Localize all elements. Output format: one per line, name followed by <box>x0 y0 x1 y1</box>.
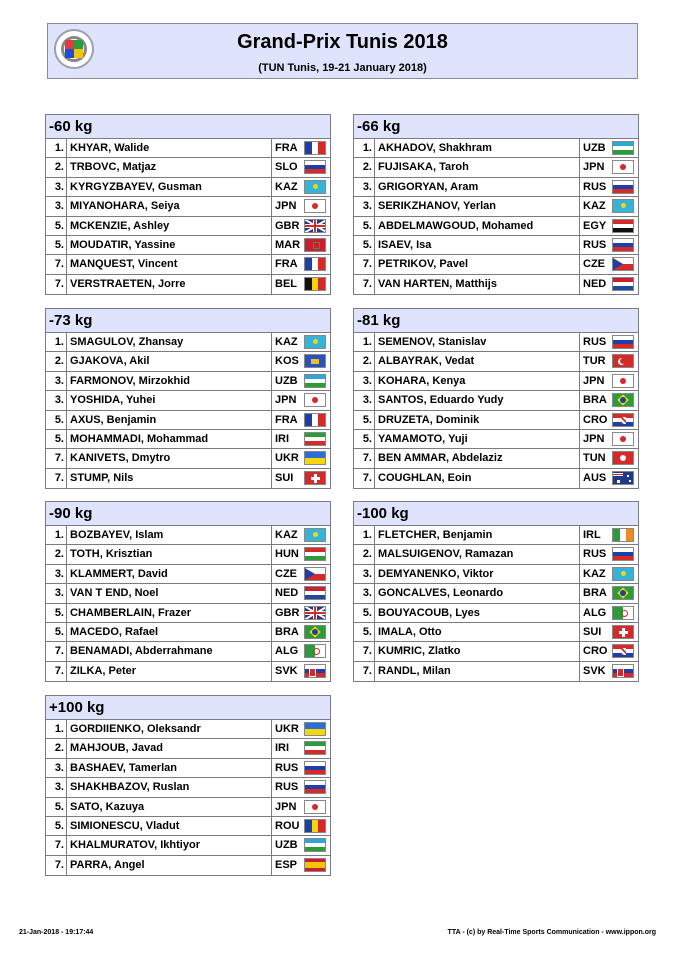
nation-code: FRA <box>275 142 298 154</box>
result-row <box>46 739 330 758</box>
flag-icon <box>304 547 326 561</box>
athlete-name: GORDIIENKO, Oleksandr <box>67 720 272 738</box>
athlete-name: SMAGULOV, Zhansay <box>67 333 272 351</box>
flag-icon <box>304 160 326 174</box>
rank: 7. <box>46 642 67 660</box>
nation-code: NED <box>583 277 607 290</box>
nation-code: RUS <box>275 761 299 774</box>
athlete-name: AKHADOV, Shakhram <box>375 139 580 157</box>
athlete-name: TRBOVC, Matjaz <box>67 158 272 176</box>
result-row <box>354 526 638 545</box>
rank: 3. <box>46 178 67 196</box>
flag-icon <box>304 858 326 872</box>
rank: 2. <box>46 739 67 757</box>
result-row <box>354 565 638 584</box>
weight-category-header: -73 kg <box>46 309 330 333</box>
result-row <box>46 584 330 603</box>
result-row <box>354 217 638 236</box>
nation-code: FRA <box>275 258 298 271</box>
athlete-name: GONCALVES, Leonardo <box>375 584 580 602</box>
athlete-name: PARRA, Angel <box>67 856 272 875</box>
result-row <box>354 352 638 371</box>
result-row <box>354 430 638 449</box>
result-row <box>46 372 330 391</box>
athlete-name: YAMAMOTO, Yuji <box>375 430 580 448</box>
rank: 2. <box>354 158 375 176</box>
nation-code: AUS <box>583 471 607 484</box>
athlete-name: KANIVETS, Dmytro <box>67 449 272 467</box>
nation-code: TUR <box>583 355 606 368</box>
flag-icon <box>304 432 326 446</box>
athlete-name: AXUS, Benjamin <box>67 411 272 429</box>
athlete-name: SANTOS, Eduardo Yudy <box>375 391 580 409</box>
flag-icon <box>612 413 634 427</box>
athlete-name: SEMENOV, Stanislav <box>375 333 580 351</box>
nation-code: CZE <box>583 258 605 271</box>
weight-category-header: -66 kg <box>354 115 638 139</box>
flag-icon <box>304 180 326 194</box>
nation-code: KAZ <box>275 180 298 193</box>
flag-icon <box>304 761 326 775</box>
rank: 1. <box>46 333 67 351</box>
nation-code: KAZ <box>275 336 298 348</box>
nation-code: RUS <box>583 180 607 193</box>
page-title: Grand-Prix Tunis 2018 <box>237 31 448 53</box>
nation-code: JPN <box>583 432 605 445</box>
nation-code: IRL <box>583 529 601 541</box>
weight-category-table <box>45 114 331 295</box>
flag-icon <box>304 471 326 485</box>
result-row <box>46 430 330 449</box>
athlete-name: MOUDATIR, Yassine <box>67 236 272 254</box>
nation-code: JPN <box>275 394 297 407</box>
athlete-name: KUMRIC, Zlatko <box>375 642 580 660</box>
weight-category-table <box>353 114 639 295</box>
result-row <box>354 604 638 623</box>
flag-icon <box>612 471 634 485</box>
result-row <box>354 372 638 391</box>
result-row <box>46 662 330 681</box>
rank: 7. <box>46 662 67 681</box>
nation-code: SUI <box>583 625 602 638</box>
rank: 5. <box>354 217 375 235</box>
nation-code: KAZ <box>583 567 606 580</box>
athlete-name: IMALA, Otto <box>375 623 580 641</box>
flag-icon <box>304 393 326 407</box>
rank: 7. <box>354 255 375 273</box>
nation-code: KAZ <box>275 529 298 541</box>
rank: 2. <box>354 545 375 563</box>
nation-code: ESP <box>275 858 298 871</box>
weight-category-table <box>353 501 639 682</box>
nation-code: BRA <box>583 394 607 407</box>
athlete-name: STUMP, Nils <box>67 469 272 488</box>
athlete-name: KYRGYZBAYEV, Gusman <box>67 178 272 196</box>
nation-code: KOS <box>275 355 299 368</box>
rank: 5. <box>354 604 375 622</box>
nation-code: SVK <box>275 664 298 677</box>
athlete-name: COUGHLAN, Eoin <box>375 469 580 488</box>
nation-code: BRA <box>583 587 607 600</box>
flag-icon <box>304 199 326 213</box>
athlete-name: BEN AMMAR, Abdelaziz <box>375 449 580 467</box>
flag-icon <box>612 393 634 407</box>
result-row <box>46 236 330 255</box>
result-row <box>46 275 330 294</box>
rank: 3. <box>46 778 67 796</box>
footer-timestamp: 21-Jan-2018 - 19:17:44 <box>19 929 94 936</box>
nation-code: JPN <box>583 161 605 174</box>
result-row <box>46 565 330 584</box>
result-row <box>354 139 638 158</box>
athlete-name: BOZBAYEV, Islam <box>67 526 272 544</box>
nation-code: GBR <box>275 219 300 232</box>
nation-code: RUS <box>583 336 607 348</box>
flag-icon <box>612 277 634 291</box>
result-row <box>46 759 330 778</box>
result-row <box>354 333 638 352</box>
rank: 3. <box>46 759 67 777</box>
result-row <box>46 545 330 564</box>
weight-category-table <box>45 308 331 489</box>
rank: 3. <box>354 565 375 583</box>
athlete-name: SIMIONESCU, Vladut <box>67 817 272 835</box>
athlete-name: ISAEV, Isa <box>375 236 580 254</box>
athlete-name: FLETCHER, Benjamin <box>375 526 580 544</box>
nation-code: JPN <box>275 800 297 813</box>
result-row <box>354 275 638 294</box>
nation-code: EGY <box>583 219 607 232</box>
athlete-name: MACEDO, Rafael <box>67 623 272 641</box>
result-row <box>354 158 638 177</box>
nation-code: IRI <box>275 432 290 445</box>
nation-code: UKR <box>275 452 299 465</box>
flag-icon <box>304 354 326 368</box>
footer-credit: TTA - (c) by Real-Time Sports Communication - www.ippon.org <box>447 929 656 936</box>
weight-category-table <box>45 501 331 682</box>
athlete-name: MOHAMMADI, Mohammad <box>67 430 272 448</box>
flag-icon <box>612 354 634 368</box>
flag-icon <box>612 528 634 542</box>
nation-code: IRI <box>275 742 290 755</box>
athlete-name: KHALMURATOV, Ikhtiyor <box>67 836 272 854</box>
flag-icon <box>304 257 326 271</box>
result-row <box>354 411 638 430</box>
athlete-name: BENAMADI, Abderrahmane <box>67 642 272 660</box>
nation-code: UZB <box>275 839 298 852</box>
result-row <box>46 178 330 197</box>
result-row <box>354 469 638 488</box>
athlete-name: GJAKOVA, Akil <box>67 352 272 370</box>
result-row <box>354 584 638 603</box>
athlete-name: FUJISAKA, Taroh <box>375 158 580 176</box>
rank: 1. <box>46 720 67 738</box>
result-row <box>354 197 638 216</box>
result-row <box>46 836 330 855</box>
athlete-name: VERSTRAETEN, Jorre <box>67 275 272 294</box>
weight-category-header: -60 kg <box>46 115 330 139</box>
flag-icon <box>612 160 634 174</box>
rank: 5. <box>354 430 375 448</box>
flag-icon <box>612 199 634 213</box>
nation-code: CZE <box>275 567 297 580</box>
rank: 1. <box>354 333 375 351</box>
athlete-name: DEMYANENKO, Viktor <box>375 565 580 583</box>
flag-icon <box>304 644 326 658</box>
weight-category-table <box>45 695 331 876</box>
result-row <box>46 139 330 158</box>
rank: 3. <box>354 197 375 215</box>
nation-code: FRA <box>275 413 298 426</box>
result-row <box>354 391 638 410</box>
result-row <box>46 391 330 410</box>
nation-code: RUS <box>583 548 607 561</box>
page-subtitle: (TUN Tunis, 19-21 January 2018) <box>258 62 427 74</box>
nation-code: CRO <box>583 645 608 658</box>
rank: 7. <box>46 449 67 467</box>
athlete-name: BASHAEV, Tamerlan <box>67 759 272 777</box>
flag-icon <box>612 451 634 465</box>
result-row <box>46 449 330 468</box>
nation-code: JPN <box>583 374 605 387</box>
flag-icon <box>304 625 326 639</box>
rank: 7. <box>354 662 375 681</box>
weight-category-header: -90 kg <box>46 502 330 526</box>
flag-icon <box>304 586 326 600</box>
result-row <box>46 217 330 236</box>
result-row <box>354 623 638 642</box>
nation-code: MAR <box>275 238 301 251</box>
nation-code: BRA <box>275 625 299 638</box>
nation-code: SVK <box>583 664 606 677</box>
flag-icon <box>612 257 634 271</box>
rank: 7. <box>46 856 67 875</box>
rank: 1. <box>46 526 67 544</box>
rank: 3. <box>46 584 67 602</box>
flag-icon <box>612 374 634 388</box>
nation-code: KAZ <box>583 200 606 213</box>
rank: 3. <box>46 391 67 409</box>
rank: 5. <box>46 798 67 816</box>
rank: 5. <box>46 623 67 641</box>
header <box>47 23 638 79</box>
result-row <box>46 352 330 371</box>
result-row <box>46 411 330 430</box>
result-row <box>46 798 330 817</box>
flag-icon <box>612 606 634 620</box>
result-row <box>46 856 330 875</box>
result-row <box>354 178 638 197</box>
athlete-name: FARMONOV, Mirzokhid <box>67 372 272 390</box>
flag-icon <box>304 141 326 155</box>
rank: 7. <box>46 836 67 854</box>
weight-category-header: +100 kg <box>46 696 330 720</box>
result-row <box>46 469 330 488</box>
weight-category-header: -100 kg <box>354 502 638 526</box>
nation-code: CRO <box>583 413 608 426</box>
athlete-name: ABDELMAWGOUD, Mohamed <box>375 217 580 235</box>
flag-icon <box>304 374 326 388</box>
rank: 5. <box>46 411 67 429</box>
result-row <box>354 662 638 681</box>
result-row <box>46 604 330 623</box>
rank: 1. <box>354 139 375 157</box>
nation-code: JPN <box>275 200 297 213</box>
result-row <box>354 255 638 274</box>
flag-icon <box>304 277 326 291</box>
result-row <box>354 545 638 564</box>
nation-code: ALG <box>275 645 299 658</box>
athlete-name: DRUZETA, Dominik <box>375 411 580 429</box>
flag-icon <box>304 780 326 794</box>
rank: 3. <box>46 372 67 390</box>
flag-icon <box>304 800 326 814</box>
nation-code: SLO <box>275 161 298 174</box>
rank: 7. <box>46 255 67 273</box>
flag-icon <box>612 567 634 581</box>
rank: 5. <box>46 236 67 254</box>
flag-icon <box>612 335 634 349</box>
result-row <box>46 623 330 642</box>
rank: 1. <box>354 526 375 544</box>
flag-icon <box>304 664 326 678</box>
flag-icon <box>304 567 326 581</box>
athlete-name: GRIGORYAN, Aram <box>375 178 580 196</box>
athlete-name: BOUYACOUB, Lyes <box>375 604 580 622</box>
rank: 2. <box>46 545 67 563</box>
rank: 3. <box>354 584 375 602</box>
athlete-name: RANDL, Milan <box>375 662 580 681</box>
rank: 5. <box>46 604 67 622</box>
athlete-name: PETRIKOV, Pavel <box>375 255 580 273</box>
weight-category-header: -81 kg <box>354 309 638 333</box>
rank: 7. <box>354 642 375 660</box>
nation-code: GBR <box>275 606 300 619</box>
athlete-name: MANQUEST, Vincent <box>67 255 272 273</box>
nation-code: UKR <box>275 723 299 735</box>
flag-icon <box>612 547 634 561</box>
athlete-name: SERIKZHANOV, Yerlan <box>375 197 580 215</box>
athlete-name: KHYAR, Walide <box>67 139 272 157</box>
rank: 5. <box>354 236 375 254</box>
flag-icon <box>304 413 326 427</box>
flag-icon <box>304 219 326 233</box>
flag-icon <box>612 644 634 658</box>
flag-icon <box>304 838 326 852</box>
rank: 3. <box>354 372 375 390</box>
athlete-name: KLAMMERT, David <box>67 565 272 583</box>
flag-icon <box>304 722 326 736</box>
rank: 2. <box>46 158 67 176</box>
flag-icon <box>304 451 326 465</box>
flag-icon <box>612 219 634 233</box>
athlete-name: MAHJOUB, Javad <box>67 739 272 757</box>
athlete-name: ALBAYRAK, Vedat <box>375 352 580 370</box>
rank: 7. <box>354 275 375 294</box>
result-row <box>46 778 330 797</box>
flag-icon <box>612 664 634 678</box>
flag-icon <box>304 335 326 349</box>
result-row <box>354 236 638 255</box>
flag-icon <box>612 625 634 639</box>
rank: 7. <box>46 469 67 488</box>
rank: 3. <box>46 197 67 215</box>
nation-code: SUI <box>275 471 294 484</box>
athlete-name: MCKENZIE, Ashley <box>67 217 272 235</box>
result-row <box>354 642 638 661</box>
nation-code: NED <box>275 587 299 600</box>
athlete-name: KOHARA, Kenya <box>375 372 580 390</box>
athlete-name: MALSUIGENOV, Ramazan <box>375 545 580 563</box>
rank: 3. <box>46 565 67 583</box>
athlete-name: ZILKA, Peter <box>67 662 272 681</box>
result-row <box>354 449 638 468</box>
athlete-name: YOSHIDA, Yuhei <box>67 391 272 409</box>
rank: 5. <box>354 623 375 641</box>
nation-code: RUS <box>583 238 607 251</box>
athlete-name: VAN HARTEN, Matthijs <box>375 275 580 294</box>
result-row <box>46 158 330 177</box>
nation-code: UZB <box>275 374 298 387</box>
result-row <box>46 255 330 274</box>
flag-icon <box>304 528 326 542</box>
nation-code: HUN <box>275 548 299 561</box>
flag-icon <box>304 606 326 620</box>
nation-code: ROU <box>275 819 300 832</box>
rank: 1. <box>46 139 67 157</box>
rank: 3. <box>354 391 375 409</box>
result-row <box>46 642 330 661</box>
rank: 7. <box>46 275 67 294</box>
rank: 7. <box>354 469 375 488</box>
athlete-name: TOTH, Krisztian <box>67 545 272 563</box>
flag-icon <box>612 238 634 252</box>
flag-icon <box>612 432 634 446</box>
nation-code: RUS <box>275 781 299 794</box>
athlete-name: CHAMBERLAIN, Frazer <box>67 604 272 622</box>
flag-icon <box>304 238 326 252</box>
rank: 5. <box>46 430 67 448</box>
rank: 5. <box>46 217 67 235</box>
result-row <box>46 197 330 216</box>
flag-icon <box>612 180 634 194</box>
result-row <box>46 333 330 352</box>
flag-icon <box>304 741 326 755</box>
flag-icon <box>304 819 326 833</box>
flag-icon <box>612 141 634 155</box>
rank: 7. <box>354 449 375 467</box>
result-row <box>46 526 330 545</box>
rank: 2. <box>354 352 375 370</box>
athlete-name: MIYANOHARA, Seiya <box>67 197 272 215</box>
nation-code: BEL <box>275 277 297 290</box>
result-row <box>46 720 330 739</box>
nation-code: UZB <box>583 142 606 154</box>
rank: 5. <box>46 817 67 835</box>
result-row <box>46 817 330 836</box>
athlete-name: SHAKHBAZOV, Ruslan <box>67 778 272 796</box>
weight-category-table <box>353 308 639 489</box>
nation-code: TUN <box>583 452 606 465</box>
rank: 2. <box>46 352 67 370</box>
athlete-name: VAN T END, Noel <box>67 584 272 602</box>
nation-code: ALG <box>583 606 607 619</box>
athlete-name: SATO, Kazuya <box>67 798 272 816</box>
rank: 3. <box>354 178 375 196</box>
rank: 5. <box>354 411 375 429</box>
flag-icon <box>612 586 634 600</box>
